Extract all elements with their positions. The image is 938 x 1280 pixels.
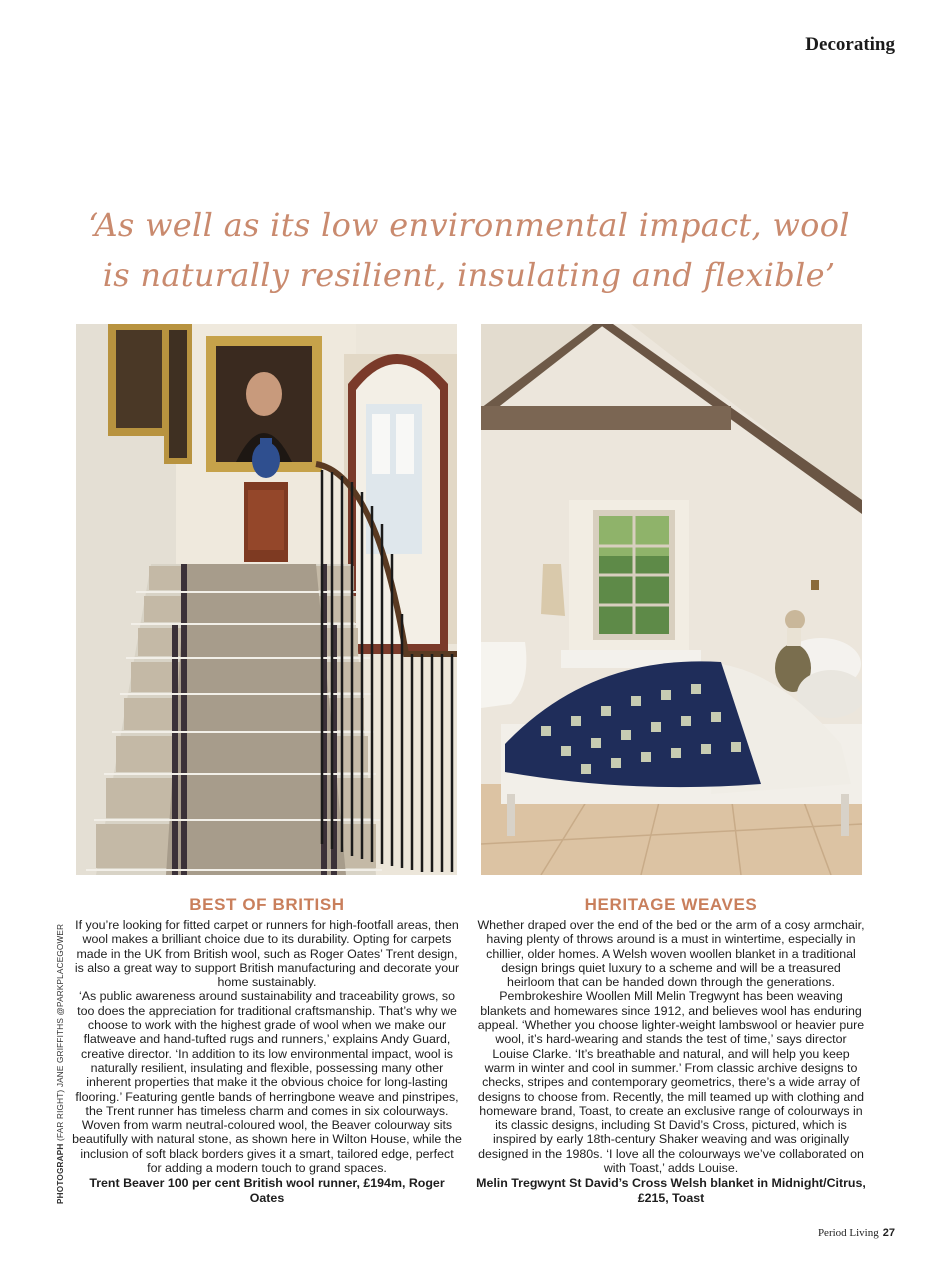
page-number: 27 [882,1227,895,1239]
best-of-british-caption: Trent Beaver 100 per cent British wool runner, £194m, Roger Oates [89,1176,445,1205]
heritage-weaves-paragraph-2: Pembrokeshire Woollen Mill Melin Tregwynt has been weaving blankets and homewares since 1912, and believes wool has enduring appeal. ‘Whether you choose lighter-weight lambswool or heavier pure wool, it’s hard-wearing and stands the test of time,’ says director Louise Clarke. ‘It’s breathable and natural, and will help you keep warm in winter and cool in summer.’ From classic archive designs to checks, stripes and contemporary geometrics, there’s a wide array of designs to choose from. Recently, the mill teamed up with clothing and homeware brand, Toast, to create an exclusive range of colourways in its classic designs, including St David’s Cross, pictured, which is inspired by early 18th-century Shaker weaving and was originally designed in the 1980s. ‘I love all the colourways we’ve collaborated on with Toast,’ adds Louise. [477,989,865,1176]
section-label: Decorating [805,34,895,55]
best-of-british-heading: BEST OF BRITISH [189,895,345,914]
photo-credit-label: PHOTOGRAPH [56,1143,65,1204]
page-footer [818,1227,895,1239]
photo-credit-text: (FAR RIGHT) JANE GRIFFITHS @PARKPLACEGOWER [56,923,65,1141]
pull-quote [60,200,878,300]
heritage-weaves-body [476,918,866,1175]
heritage-weaves-heading: HERITAGE WEAVES [584,895,758,914]
staircase-photo [76,324,457,875]
photo-credit [56,924,65,1204]
best-of-british-paragraph-2: ‘As public awareness around sustainability and traceability grows, so too does the appreciation for traditional craftsmanship. That’s why we choose to work with the highest grade of wool when we make our flatweave and hand-tufted rugs and runners,’ explains Andy Guard, creative director. ‘In addition to its low environmental impact, wool is naturally resilient, insulating and flexible, possessing many other inherent properties that make it the obvious choice for long-lasting flooring.’ Featuring gentle bands of herringbone weave and pinstripes, the Trent runner has timeless charm and comes in six colourways. Woven from warm neutral-coloured wool, the Beaver colourway sits beautifully with natural stone, as shown here in Wilton House, while the inclusion of soft black borders gives it a smart, tailored edge, perfect for adding a modern touch to grand spaces. [72,989,462,1176]
best-of-british-column [72,895,462,1205]
bedroom-photo [481,324,862,875]
heritage-weaves-column [476,895,866,1205]
best-of-british-body [72,918,462,1175]
pull-quote-line-2: is naturally resilient, insulating and flexible’ [102,256,836,294]
magazine-name: Period Living [817,1227,879,1239]
heritage-weaves-caption: Melin Tregwynt St David’s Cross Welsh blanket in Midnight/Citrus, £215, Toast [476,1176,866,1205]
pull-quote-line-1: ‘As well as its low environmental impact, wool [88,206,850,244]
heritage-weaves-paragraph-1: Whether draped over the end of the bed or the arm of a cosy armchair, having plenty of throws around is a must in wintertime, especially in chillier, older homes. A Welsh woven woollen blanket in a traditional design brings quiet luxury to a scheme and will be a treasured heirloom that can be handed down through the generations. [477,918,865,990]
best-of-british-paragraph-1: If you’re looking for fitted carpet or runners for high-footfall areas, then wool makes a brilliant choice due to its durability. Opting for carpets made in the UK from British wool, such as Roger Oates’ Trent design, is also a great way to support British manufacturing and decorate your home sustainably. [74,918,460,990]
